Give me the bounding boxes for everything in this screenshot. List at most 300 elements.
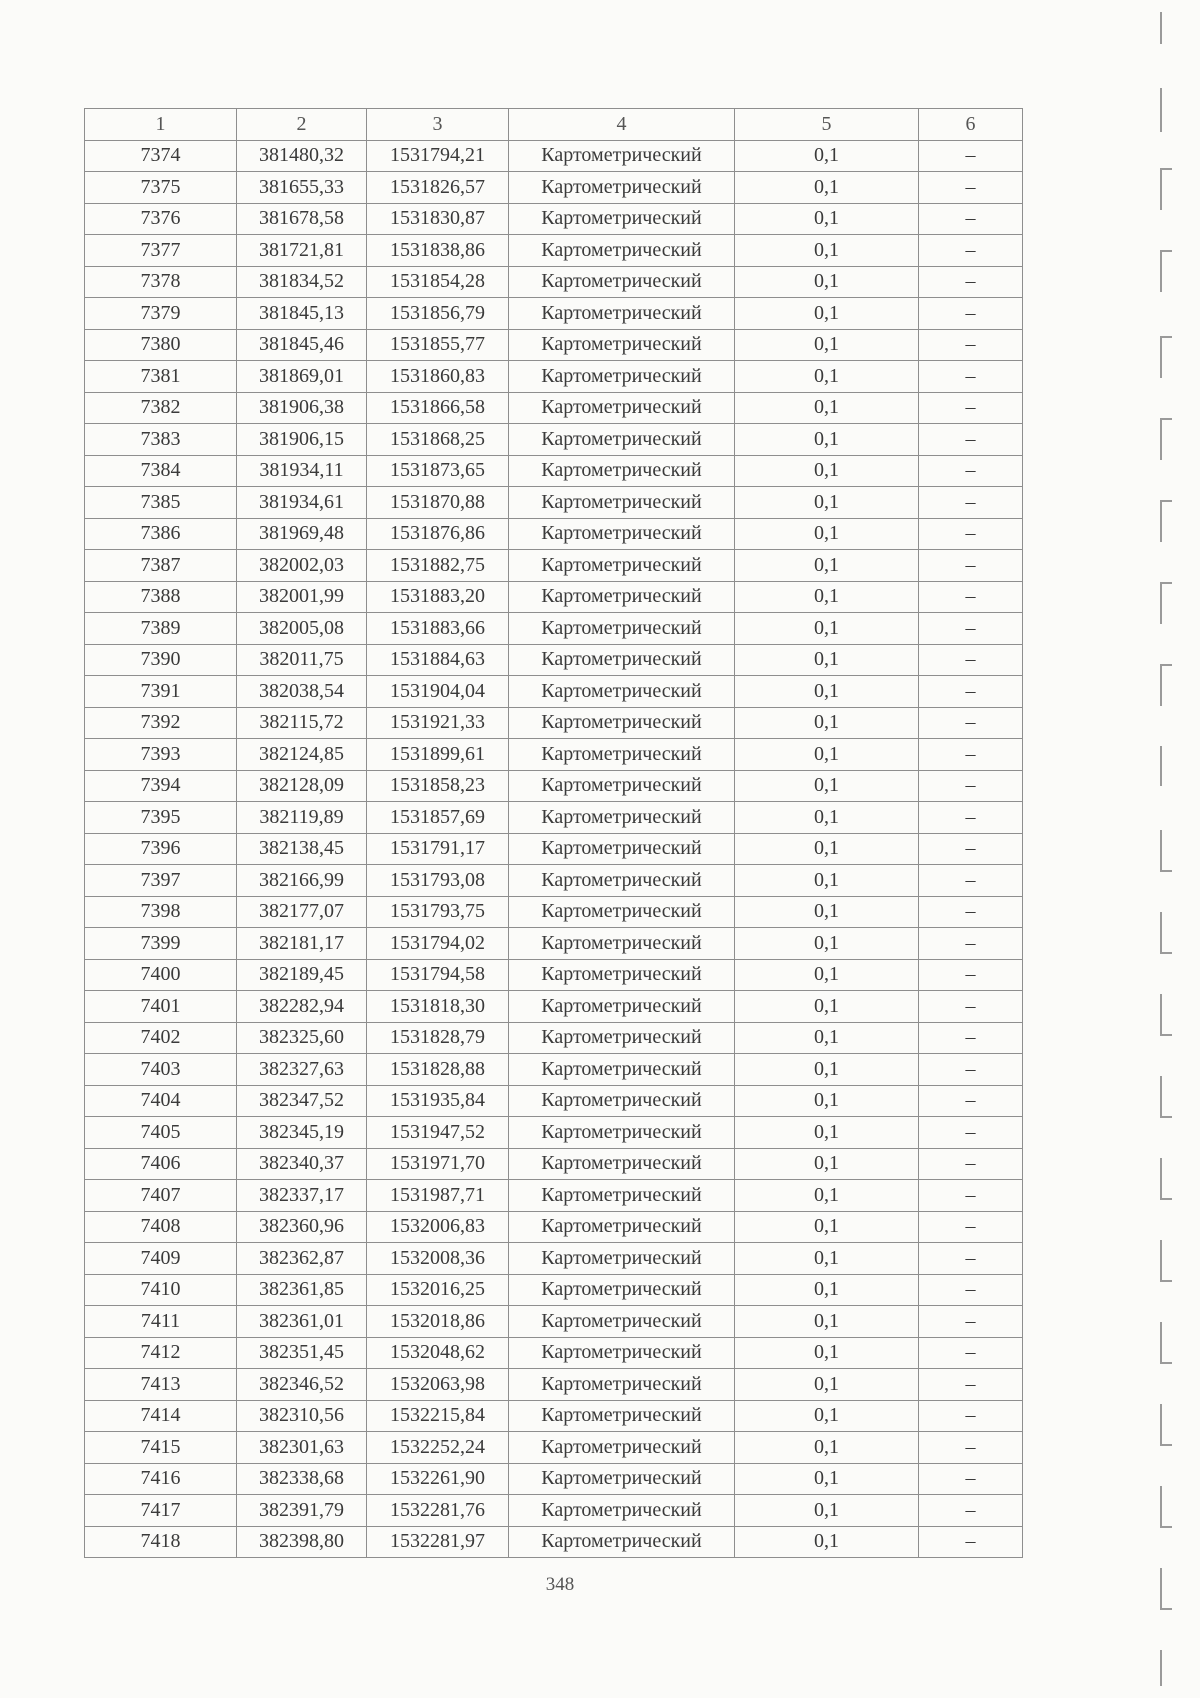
accuracy-cell: 0,1 (735, 1432, 919, 1464)
accuracy-cell: 0,1 (735, 1369, 919, 1401)
note-cell: – (919, 896, 1023, 928)
y-coordinate-cell: 1531828,88 (367, 1054, 509, 1086)
table-row (85, 424, 1023, 456)
point-number-cell: 7389 (85, 613, 237, 645)
table-row (85, 1211, 1023, 1243)
column-header: 5 (735, 109, 919, 141)
point-number-cell: 7376 (85, 203, 237, 235)
table-row (85, 518, 1023, 550)
point-number-cell: 7398 (85, 896, 237, 928)
x-coordinate-cell: 382361,01 (237, 1306, 367, 1338)
y-coordinate-cell: 1531855,77 (367, 329, 509, 361)
point-number-cell: 7412 (85, 1337, 237, 1369)
x-coordinate-cell: 381934,11 (237, 455, 367, 487)
point-number-cell: 7392 (85, 707, 237, 739)
x-coordinate-cell: 382002,03 (237, 550, 367, 582)
note-cell: – (919, 928, 1023, 960)
note-cell: – (919, 581, 1023, 613)
point-number-cell: 7410 (85, 1274, 237, 1306)
y-coordinate-cell: 1531826,57 (367, 172, 509, 204)
table-row (85, 739, 1023, 771)
y-coordinate-cell: 1531883,20 (367, 581, 509, 613)
point-number-cell: 7374 (85, 140, 237, 172)
x-coordinate-cell: 382177,07 (237, 896, 367, 928)
note-cell: – (919, 550, 1023, 582)
accuracy-cell: 0,1 (735, 928, 919, 960)
note-cell: – (919, 1211, 1023, 1243)
y-coordinate-cell: 1531899,61 (367, 739, 509, 771)
table-row (85, 676, 1023, 708)
y-coordinate-cell: 1531868,25 (367, 424, 509, 456)
y-coordinate-cell: 1531794,58 (367, 959, 509, 991)
y-coordinate-cell: 1531793,75 (367, 896, 509, 928)
note-cell: – (919, 1243, 1023, 1275)
y-coordinate-cell: 1531947,52 (367, 1117, 509, 1149)
table-body (85, 140, 1023, 1558)
y-coordinate-cell: 1531793,08 (367, 865, 509, 897)
method-cell: Картометрический (509, 1117, 735, 1149)
point-number-cell: 7409 (85, 1243, 237, 1275)
y-coordinate-cell: 1531854,28 (367, 266, 509, 298)
x-coordinate-cell: 381845,46 (237, 329, 367, 361)
accuracy-cell: 0,1 (735, 203, 919, 235)
x-coordinate-cell: 382166,99 (237, 865, 367, 897)
accuracy-cell: 0,1 (735, 1495, 919, 1527)
y-coordinate-cell: 1532006,83 (367, 1211, 509, 1243)
y-coordinate-cell: 1532252,24 (367, 1432, 509, 1464)
accuracy-cell: 0,1 (735, 329, 919, 361)
note-cell: – (919, 770, 1023, 802)
point-number-cell: 7405 (85, 1117, 237, 1149)
table-row (85, 1306, 1023, 1338)
x-coordinate-cell: 382124,85 (237, 739, 367, 771)
x-coordinate-cell: 382115,72 (237, 707, 367, 739)
x-coordinate-cell: 382351,45 (237, 1337, 367, 1369)
table-row (85, 802, 1023, 834)
x-coordinate-cell: 382346,52 (237, 1369, 367, 1401)
accuracy-cell: 0,1 (735, 1180, 919, 1212)
point-number-cell: 7411 (85, 1306, 237, 1338)
point-number-cell: 7388 (85, 581, 237, 613)
y-coordinate-cell: 1531858,23 (367, 770, 509, 802)
x-coordinate-cell: 382391,79 (237, 1495, 367, 1527)
table-row (85, 707, 1023, 739)
point-number-cell: 7415 (85, 1432, 237, 1464)
table-row (85, 235, 1023, 267)
column-header: 3 (367, 109, 509, 141)
point-number-cell: 7413 (85, 1369, 237, 1401)
method-cell: Картометрический (509, 1400, 735, 1432)
accuracy-cell: 0,1 (735, 959, 919, 991)
x-coordinate-cell: 381480,32 (237, 140, 367, 172)
x-coordinate-cell: 382038,54 (237, 676, 367, 708)
y-coordinate-cell: 1531884,63 (367, 644, 509, 676)
x-coordinate-cell: 382340,37 (237, 1148, 367, 1180)
note-cell: – (919, 644, 1023, 676)
x-coordinate-cell: 382338,68 (237, 1463, 367, 1495)
note-cell: – (919, 266, 1023, 298)
table-row (85, 1463, 1023, 1495)
y-coordinate-cell: 1531794,21 (367, 140, 509, 172)
note-cell: – (919, 1117, 1023, 1149)
method-cell: Картометрический (509, 644, 735, 676)
method-cell: Картометрический (509, 140, 735, 172)
accuracy-cell: 0,1 (735, 550, 919, 582)
note-cell: – (919, 802, 1023, 834)
point-number-cell: 7417 (85, 1495, 237, 1527)
note-cell: – (919, 739, 1023, 771)
note-cell: – (919, 1022, 1023, 1054)
note-cell: – (919, 613, 1023, 645)
y-coordinate-cell: 1531883,66 (367, 613, 509, 645)
x-coordinate-cell: 382325,60 (237, 1022, 367, 1054)
point-number-cell: 7387 (85, 550, 237, 582)
note-cell: – (919, 329, 1023, 361)
note-cell: – (919, 1463, 1023, 1495)
accuracy-cell: 0,1 (735, 518, 919, 550)
point-number-cell: 7400 (85, 959, 237, 991)
accuracy-cell: 0,1 (735, 424, 919, 456)
y-coordinate-cell: 1531873,65 (367, 455, 509, 487)
table-row (85, 1274, 1023, 1306)
note-cell: – (919, 1085, 1023, 1117)
table-row (85, 581, 1023, 613)
method-cell: Картометрический (509, 203, 735, 235)
note-cell: – (919, 1306, 1023, 1338)
point-number-cell: 7407 (85, 1180, 237, 1212)
table-row (85, 1432, 1023, 1464)
y-coordinate-cell: 1531876,86 (367, 518, 509, 550)
accuracy-cell: 0,1 (735, 487, 919, 519)
note-cell: – (919, 1526, 1023, 1558)
method-cell: Картометрический (509, 739, 735, 771)
table-row (85, 392, 1023, 424)
accuracy-cell: 0,1 (735, 1022, 919, 1054)
table-row (85, 329, 1023, 361)
accuracy-cell: 0,1 (735, 1400, 919, 1432)
table-row (85, 1369, 1023, 1401)
method-cell: Картометрический (509, 1432, 735, 1464)
accuracy-cell: 0,1 (735, 361, 919, 393)
point-number-cell: 7393 (85, 739, 237, 771)
table-row (85, 644, 1023, 676)
note-cell: – (919, 1180, 1023, 1212)
table-row (85, 613, 1023, 645)
note-cell: – (919, 1148, 1023, 1180)
y-coordinate-cell: 1532281,76 (367, 1495, 509, 1527)
point-number-cell: 7378 (85, 266, 237, 298)
note-cell: – (919, 140, 1023, 172)
table-row (85, 1054, 1023, 1086)
table-row (85, 770, 1023, 802)
method-cell: Картометрический (509, 770, 735, 802)
y-coordinate-cell: 1531856,79 (367, 298, 509, 330)
x-coordinate-cell: 382128,09 (237, 770, 367, 802)
method-cell: Картометрический (509, 928, 735, 960)
x-coordinate-cell: 382189,45 (237, 959, 367, 991)
table-row (85, 1022, 1023, 1054)
point-number-cell: 7383 (85, 424, 237, 456)
table-row (85, 203, 1023, 235)
accuracy-cell: 0,1 (735, 1148, 919, 1180)
method-cell: Картометрический (509, 1054, 735, 1086)
method-cell: Картометрический (509, 1526, 735, 1558)
method-cell: Картометрический (509, 707, 735, 739)
method-cell: Картометрический (509, 329, 735, 361)
method-cell: Картометрический (509, 833, 735, 865)
method-cell: Картометрический (509, 518, 735, 550)
point-number-cell: 7385 (85, 487, 237, 519)
table-row (85, 1400, 1023, 1432)
y-coordinate-cell: 1531860,83 (367, 361, 509, 393)
method-cell: Картометрический (509, 172, 735, 204)
note-cell: – (919, 1054, 1023, 1086)
method-cell: Картометрический (509, 581, 735, 613)
method-cell: Картометрический (509, 1463, 735, 1495)
y-coordinate-cell: 1531857,69 (367, 802, 509, 834)
note-cell: – (919, 298, 1023, 330)
note-cell: – (919, 172, 1023, 204)
method-cell: Картометрический (509, 1148, 735, 1180)
accuracy-cell: 0,1 (735, 1526, 919, 1558)
x-coordinate-cell: 382361,85 (237, 1274, 367, 1306)
method-cell: Картометрический (509, 1495, 735, 1527)
table-row (85, 455, 1023, 487)
x-coordinate-cell: 381721,81 (237, 235, 367, 267)
x-coordinate-cell: 382301,63 (237, 1432, 367, 1464)
x-coordinate-cell: 382347,52 (237, 1085, 367, 1117)
table-row (85, 896, 1023, 928)
note-cell: – (919, 1432, 1023, 1464)
method-cell: Картометрический (509, 1306, 735, 1338)
y-coordinate-cell: 1532008,36 (367, 1243, 509, 1275)
accuracy-cell: 0,1 (735, 833, 919, 865)
x-coordinate-cell: 382362,87 (237, 1243, 367, 1275)
accuracy-cell: 0,1 (735, 1054, 919, 1086)
table-row (85, 1180, 1023, 1212)
y-coordinate-cell: 1531904,04 (367, 676, 509, 708)
note-cell: – (919, 1337, 1023, 1369)
point-number-cell: 7404 (85, 1085, 237, 1117)
y-coordinate-cell: 1531866,58 (367, 392, 509, 424)
point-number-cell: 7395 (85, 802, 237, 834)
note-cell: – (919, 865, 1023, 897)
method-cell: Картометрический (509, 455, 735, 487)
coordinates-table (84, 108, 1023, 1558)
accuracy-cell: 0,1 (735, 644, 919, 676)
point-number-cell: 7386 (85, 518, 237, 550)
method-cell: Картометрический (509, 1337, 735, 1369)
method-cell: Картометрический (509, 1085, 735, 1117)
point-number-cell: 7379 (85, 298, 237, 330)
accuracy-cell: 0,1 (735, 266, 919, 298)
point-number-cell: 7396 (85, 833, 237, 865)
note-cell: – (919, 361, 1023, 393)
point-number-cell: 7401 (85, 991, 237, 1023)
x-coordinate-cell: 381906,15 (237, 424, 367, 456)
point-number-cell: 7406 (85, 1148, 237, 1180)
column-header: 4 (509, 109, 735, 141)
table-row (85, 959, 1023, 991)
x-coordinate-cell: 382398,80 (237, 1526, 367, 1558)
method-cell: Картометрический (509, 865, 735, 897)
point-number-cell: 7416 (85, 1463, 237, 1495)
y-coordinate-cell: 1531987,71 (367, 1180, 509, 1212)
accuracy-cell: 0,1 (735, 1463, 919, 1495)
y-coordinate-cell: 1531791,17 (367, 833, 509, 865)
table-header-row (85, 109, 1023, 141)
x-coordinate-cell: 381969,48 (237, 518, 367, 550)
note-cell: – (919, 707, 1023, 739)
method-cell: Картометрический (509, 896, 735, 928)
y-coordinate-cell: 1532261,90 (367, 1463, 509, 1495)
x-coordinate-cell: 382345,19 (237, 1117, 367, 1149)
table-row (85, 298, 1023, 330)
y-coordinate-cell: 1531828,79 (367, 1022, 509, 1054)
table-row (85, 991, 1023, 1023)
y-coordinate-cell: 1531838,86 (367, 235, 509, 267)
point-number-cell: 7397 (85, 865, 237, 897)
accuracy-cell: 0,1 (735, 455, 919, 487)
accuracy-cell: 0,1 (735, 865, 919, 897)
accuracy-cell: 0,1 (735, 707, 919, 739)
method-cell: Картометрический (509, 1369, 735, 1401)
method-cell: Картометрический (509, 550, 735, 582)
y-coordinate-cell: 1532018,86 (367, 1306, 509, 1338)
point-number-cell: 7399 (85, 928, 237, 960)
accuracy-cell: 0,1 (735, 991, 919, 1023)
point-number-cell: 7414 (85, 1400, 237, 1432)
point-number-cell: 7394 (85, 770, 237, 802)
y-coordinate-cell: 1532215,84 (367, 1400, 509, 1432)
method-cell: Картометрический (509, 392, 735, 424)
note-cell: – (919, 676, 1023, 708)
x-coordinate-cell: 381869,01 (237, 361, 367, 393)
accuracy-cell: 0,1 (735, 1117, 919, 1149)
note-cell: – (919, 1274, 1023, 1306)
y-coordinate-cell: 1531830,87 (367, 203, 509, 235)
x-coordinate-cell: 381678,58 (237, 203, 367, 235)
note-cell: – (919, 1495, 1023, 1527)
table-row (85, 865, 1023, 897)
accuracy-cell: 0,1 (735, 140, 919, 172)
table-row (85, 1495, 1023, 1527)
table-row (85, 550, 1023, 582)
note-cell: – (919, 235, 1023, 267)
method-cell: Картометрический (509, 991, 735, 1023)
note-cell: – (919, 455, 1023, 487)
method-cell: Картометрический (509, 298, 735, 330)
x-coordinate-cell: 381934,61 (237, 487, 367, 519)
x-coordinate-cell: 381906,38 (237, 392, 367, 424)
table-row (85, 1085, 1023, 1117)
accuracy-cell: 0,1 (735, 1243, 919, 1275)
note-cell: – (919, 1369, 1023, 1401)
table-row (85, 1117, 1023, 1149)
table-row (85, 361, 1023, 393)
table-row (85, 266, 1023, 298)
y-coordinate-cell: 1531870,88 (367, 487, 509, 519)
accuracy-cell: 0,1 (735, 770, 919, 802)
x-coordinate-cell: 382327,63 (237, 1054, 367, 1086)
y-coordinate-cell: 1531935,84 (367, 1085, 509, 1117)
method-cell: Картометрический (509, 361, 735, 393)
x-coordinate-cell: 382337,17 (237, 1180, 367, 1212)
table-row (85, 172, 1023, 204)
x-coordinate-cell: 382011,75 (237, 644, 367, 676)
table-row (85, 1148, 1023, 1180)
table-row (85, 928, 1023, 960)
note-cell: – (919, 833, 1023, 865)
column-header: 2 (237, 109, 367, 141)
note-cell: – (919, 991, 1023, 1023)
accuracy-cell: 0,1 (735, 235, 919, 267)
point-number-cell: 7375 (85, 172, 237, 204)
y-coordinate-cell: 1532016,25 (367, 1274, 509, 1306)
x-coordinate-cell: 382119,89 (237, 802, 367, 834)
accuracy-cell: 0,1 (735, 1085, 919, 1117)
accuracy-cell: 0,1 (735, 676, 919, 708)
point-number-cell: 7377 (85, 235, 237, 267)
y-coordinate-cell: 1532063,98 (367, 1369, 509, 1401)
method-cell: Картометрический (509, 1274, 735, 1306)
x-coordinate-cell: 382138,45 (237, 833, 367, 865)
point-number-cell: 7403 (85, 1054, 237, 1086)
column-header: 6 (919, 109, 1023, 141)
method-cell: Картометрический (509, 235, 735, 267)
accuracy-cell: 0,1 (735, 613, 919, 645)
accuracy-cell: 0,1 (735, 581, 919, 613)
method-cell: Картометрический (509, 802, 735, 834)
accuracy-cell: 0,1 (735, 298, 919, 330)
x-coordinate-cell: 382005,08 (237, 613, 367, 645)
note-cell: – (919, 1400, 1023, 1432)
point-number-cell: 7382 (85, 392, 237, 424)
y-coordinate-cell: 1531921,33 (367, 707, 509, 739)
accuracy-cell: 0,1 (735, 1306, 919, 1338)
x-coordinate-cell: 382282,94 (237, 991, 367, 1023)
x-coordinate-cell: 381655,33 (237, 172, 367, 204)
method-cell: Картометрический (509, 959, 735, 991)
x-coordinate-cell: 381834,52 (237, 266, 367, 298)
method-cell: Картометрический (509, 613, 735, 645)
x-coordinate-cell: 382181,17 (237, 928, 367, 960)
method-cell: Картометрический (509, 1211, 735, 1243)
accuracy-cell: 0,1 (735, 1337, 919, 1369)
point-number-cell: 7408 (85, 1211, 237, 1243)
y-coordinate-cell: 1531818,30 (367, 991, 509, 1023)
note-cell: – (919, 518, 1023, 550)
point-number-cell: 7381 (85, 361, 237, 393)
note-cell: – (919, 392, 1023, 424)
point-number-cell: 7390 (85, 644, 237, 676)
method-cell: Картометрический (509, 487, 735, 519)
point-number-cell: 7384 (85, 455, 237, 487)
accuracy-cell: 0,1 (735, 392, 919, 424)
table-row (85, 1337, 1023, 1369)
point-number-cell: 7418 (85, 1526, 237, 1558)
accuracy-cell: 0,1 (735, 1274, 919, 1306)
method-cell: Картометрический (509, 266, 735, 298)
accuracy-cell: 0,1 (735, 896, 919, 928)
method-cell: Картометрический (509, 1243, 735, 1275)
table-row (85, 487, 1023, 519)
note-cell: – (919, 203, 1023, 235)
y-coordinate-cell: 1532281,97 (367, 1526, 509, 1558)
y-coordinate-cell: 1532048,62 (367, 1337, 509, 1369)
method-cell: Картометрический (509, 424, 735, 456)
x-coordinate-cell: 382360,96 (237, 1211, 367, 1243)
